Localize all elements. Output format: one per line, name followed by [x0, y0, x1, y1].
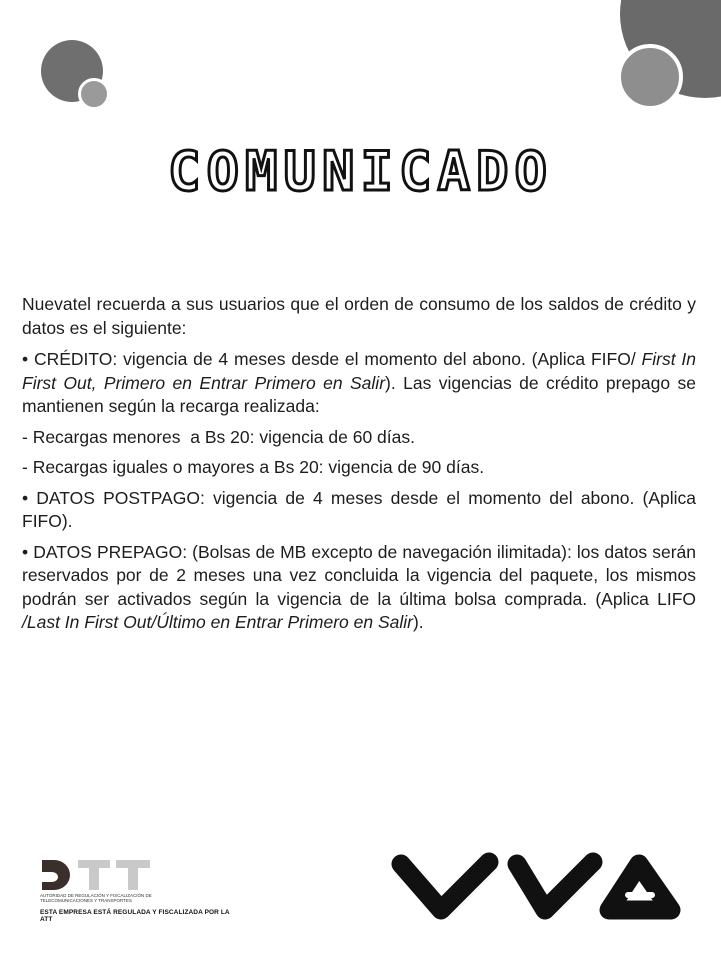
credito-fifo-italic: First In First Out, Primero en Entrar Primero en Salir	[22, 349, 696, 393]
att-logo	[40, 858, 240, 890]
recargas-menores-line: - Recargas menores a Bs 20: vigencia de 60 días.	[22, 426, 415, 447]
att-subtitle: AUTORIDAD DE REGULACIÓN Y FISCALIZACIÓN DE TELECOMUNICACIONES Y TRANSPORTES	[40, 893, 152, 903]
credito-text-end: ). Las vigencias de crédito prepago se mantienen según la recarga realizada:	[22, 372, 697, 416]
att-regulator-block	[40, 858, 240, 928]
announcement-body	[22, 293, 696, 642]
credito-text: • CRÉDITO: vigencia de 4 meses desde el momento del abono. (Aplica FIFO/	[22, 349, 642, 369]
decorative-circle-top-left-small	[78, 78, 110, 110]
viva-logo	[389, 848, 683, 928]
prepago-paragraph	[22, 541, 696, 635]
page-title: COMUNICADO	[167, 140, 554, 203]
prepago-text-end: ).	[412, 612, 424, 632]
att-logo-mark	[40, 858, 152, 890]
postpago-paragraph: • DATOS POSTPAGO: vigencia de 4 meses desde el momento del abono. (Aplica FIFO).	[22, 487, 696, 531]
att-regulation-notice: ESTA EMPRESA ESTÁ REGULADA Y FISCALIZADA POR LA ATT	[40, 909, 230, 923]
recargas-mayores-line: - Recargas iguales o mayores a Bs 20: vigencia de 90 días.	[22, 457, 485, 477]
intro-paragraph: Nuevatel recuerda a sus usuarios que el orden de consumo de los saldos de crédito y datos es el siguiente:	[22, 294, 696, 338]
decorative-circle-top-right-small	[617, 44, 683, 110]
credito-paragraph	[22, 348, 696, 419]
prepago-text: • DATOS PREPAGO: (Bolsas de MB excepto de navegación ilimitada): los datos serán reservados por de 2 meses una vez concluida la vigencia del paquete, los mismos podrán ser activados según la vigencia de la última bolsa comprada. (Aplica LIFO	[22, 541, 696, 609]
prepago-lifo-italic: /Last In First Out/Último en Entrar Primero en Salir	[22, 612, 413, 632]
